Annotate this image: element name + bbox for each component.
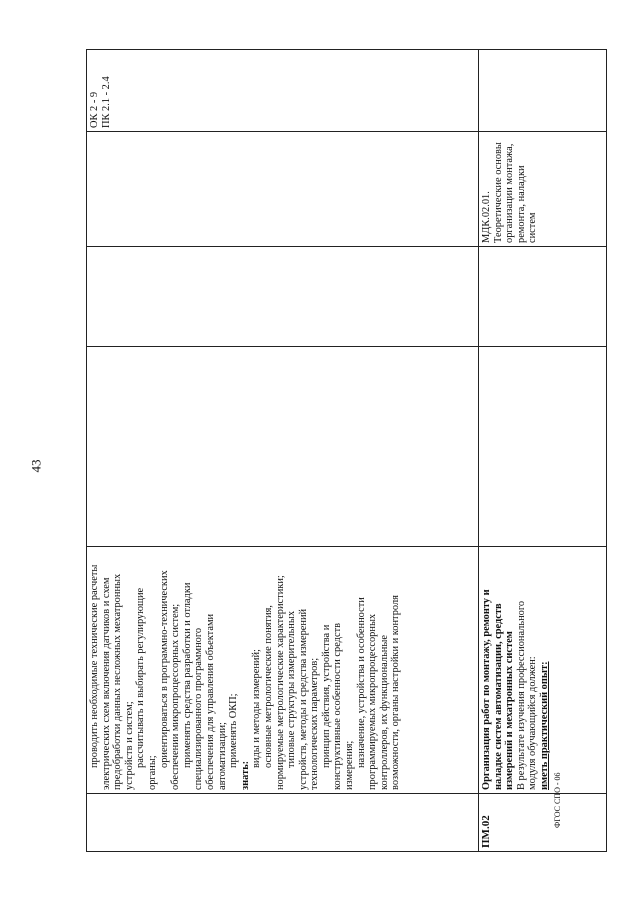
content-line: применять ОКП; [228,693,240,768]
content-line: модуля обучающийся должен: [527,656,539,790]
module-code-cell [479,794,607,852]
content-line: применять средства разработки и отладки [181,582,193,768]
page-number: 43 [28,459,44,473]
hours-cell [87,247,479,347]
table-row [479,50,607,852]
content-line: предобработки данных несложных мехатронных [112,573,124,790]
mdk-line: МДК.02.01. [481,191,492,243]
module-title-line: Организация работ по монтажу, ремонту и [481,589,492,790]
mdk-line: систем [527,212,539,243]
curriculum-table-rotated [86,50,606,852]
content-line: устройств, методы и средства измерений [297,608,309,790]
content-line: нормируемые метрологические характеристики; [274,575,286,790]
content-line: рассчитывать и выбирать регулирующие [135,587,147,768]
footer-mark: ФГОС СПО - 06 [553,772,562,828]
mdk-line: Теоретические основы [492,142,504,243]
module-title-line: наладке систем автоматизации, средств [492,603,504,790]
mdk-cell [479,132,607,247]
hours-cell [479,247,607,347]
module-title-line: измерений и мехатронных систем [504,631,516,790]
competency-code: ПК 2.1 - 2.4 [100,76,112,128]
mdk-cell [87,132,479,247]
mdk-line: ремонта, наладки [515,165,527,243]
content-line: автоматизации; [216,722,228,790]
content-line: виды и методы измерений; [251,649,263,768]
content-line: контроллеров, их функциональные [378,635,390,790]
content-line: устройств и систем; [123,701,135,790]
content-heading: иметь практический опыт: [538,661,550,790]
content-line: В результате изучения профессионального [515,600,527,790]
hours-cell [479,347,607,547]
content-line: программируемых микропроцессорных [367,613,379,790]
content-line: измерения; [344,740,356,790]
module-code: ПМ.02 [480,815,492,848]
curriculum-table [86,49,607,852]
hours-cell [87,347,479,547]
content-line: возможности, органы настройки и контроля [390,595,402,790]
competencies-cell [479,50,607,132]
content-line: электрических схем включения датчиков и схем [100,577,112,790]
content-cell [87,547,479,794]
competency-code: ОК 2 - 9 [89,91,100,128]
table-row [87,50,479,852]
content-line: основные метрологические понятия, [262,605,274,768]
content-line: конструктивные особенности средств [332,622,344,790]
content-line: назначение, устройства и особенности [355,597,367,768]
module-code-cell [87,794,479,852]
content-line: ориентироваться в программно-технических [158,570,170,768]
content-line: типовые структуры измерительных [286,610,298,768]
content-heading: знать: [239,760,251,790]
content-line: обеспечения для управления объектами [204,613,216,790]
mdk-line: организации монтажа, [504,143,516,243]
content-line: органы; [146,755,158,790]
content-line: проводить необходимые технические расчеты [89,564,100,768]
competencies-cell [87,50,479,132]
content-cell [479,547,607,794]
content-line: технологических параметров; [309,657,321,790]
content-line: специализированного программного [193,627,205,790]
content-line: принцип действия, устройства и [320,624,332,768]
content-line: обеспечении микропроцессорных систем; [170,603,182,790]
